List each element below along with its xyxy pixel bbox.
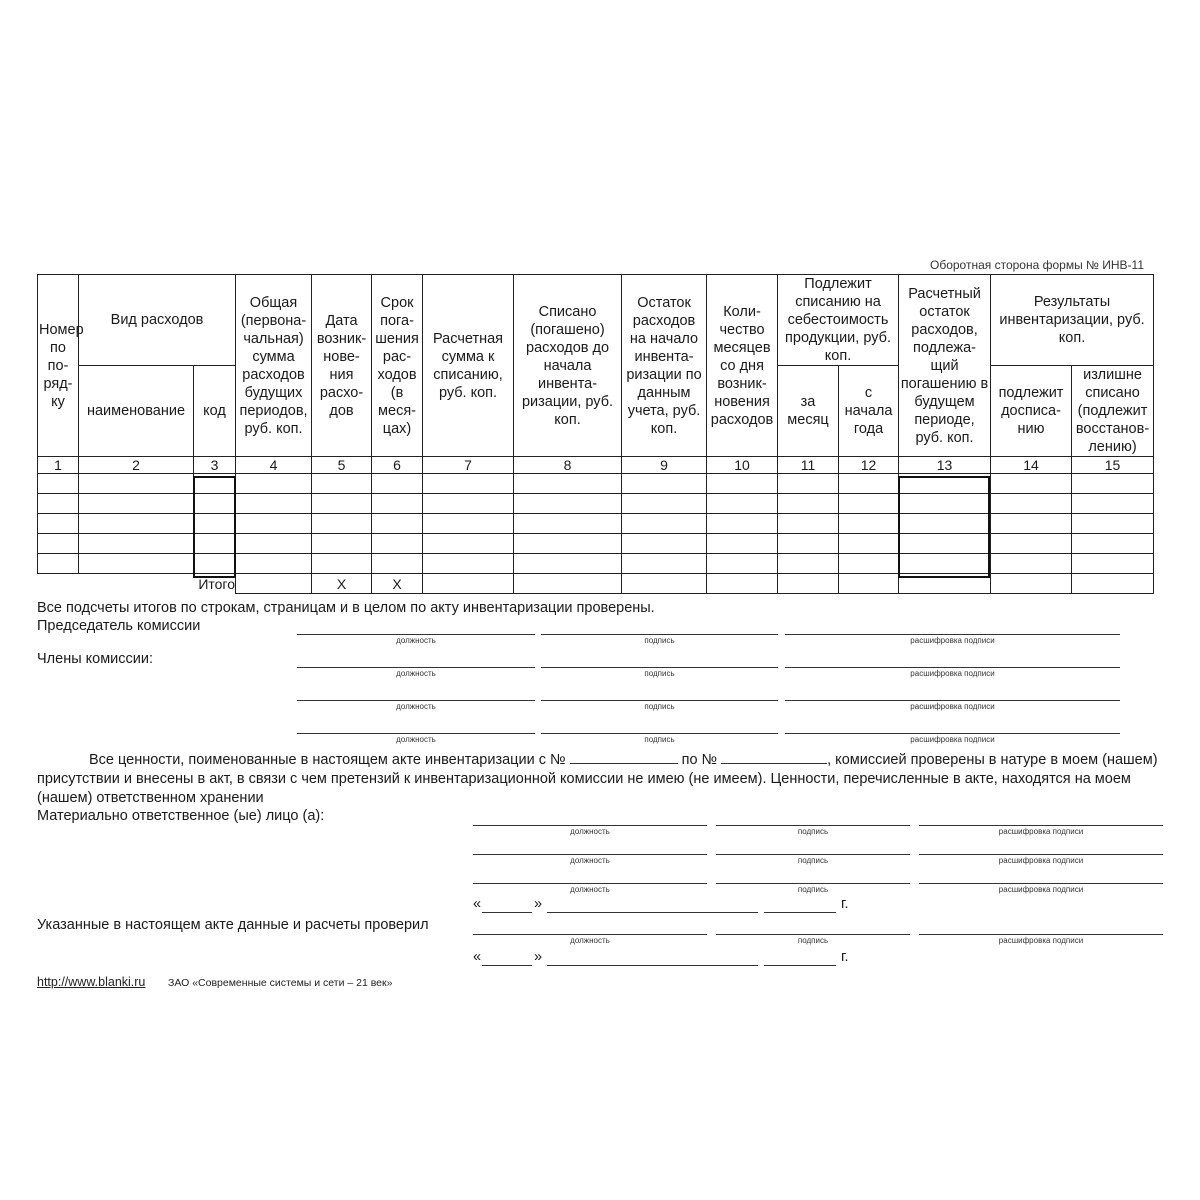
header-zames: за месяц: [778, 366, 839, 457]
header-izl: излишне списано (подлежит восстанов-лению): [1072, 366, 1154, 457]
date-close-quote: »: [534, 896, 543, 912]
decoding-line[interactable]: [919, 934, 1163, 935]
position-line[interactable]: [297, 733, 535, 734]
paragraph-part1: Все ценности, поименованные в настоящем акте инвентаризации с №: [89, 752, 566, 768]
col-number: 11: [778, 457, 839, 474]
date-day-line[interactable]: [482, 965, 532, 966]
decoding-caption: расшифровка подписи: [910, 702, 995, 711]
date-year-line[interactable]: [764, 912, 836, 913]
decoding-line[interactable]: [785, 634, 1120, 635]
position-caption: должность: [396, 702, 436, 711]
total-x-mark: X: [372, 574, 423, 594]
col-number: 7: [423, 457, 514, 474]
number-from-blank[interactable]: [570, 750, 678, 764]
header-spis: Списано (погашено) расходов до начала инвента-ризации, руб. коп.: [514, 275, 622, 457]
signature-caption: подпись: [644, 636, 675, 645]
form-caption: Оборотная сторона формы № ИНВ-11: [930, 258, 1144, 272]
signature-line[interactable]: [716, 854, 910, 855]
signature-caption: подпись: [797, 936, 829, 945]
decoding-caption: расшифровка подписи: [910, 669, 995, 678]
col-number: 6: [372, 457, 423, 474]
signature-caption: подпись: [644, 735, 675, 744]
position-line[interactable]: [297, 634, 535, 635]
header-srok: Срок пога-шения рас-ходов (в меся-цах): [372, 275, 423, 457]
signature-line[interactable]: [541, 733, 778, 734]
paragraph-part2: по №: [681, 752, 718, 768]
total-label: Итого: [38, 574, 236, 594]
date-month-line[interactable]: [547, 912, 758, 913]
paragraph-part3: , комиссией проверены в натуре в моем (нашем) присутствии и внесены в акт, в связи с чем претензий к инвентаризационной комиссии не имею (не имеем). Ценности, перечисленные в акте, находятся на моем (нашем) ответственном хранении: [37, 752, 1158, 806]
col-number: 5: [312, 457, 372, 474]
position-line[interactable]: [473, 883, 707, 884]
signature-line[interactable]: [716, 883, 910, 884]
decoding-caption: расшифровка подписи: [910, 735, 995, 744]
signature-caption: подпись: [797, 827, 829, 836]
statement-checked: Все подсчеты итогов по строкам, страницам и в целом по акту инвентаризации проверены.: [37, 600, 655, 616]
table-row: [38, 514, 1154, 534]
decoding-caption: расшифровка подписи: [910, 636, 995, 645]
table-row: [38, 474, 1154, 494]
header-snach: с начала года: [839, 366, 899, 457]
date-close-quote: »: [534, 949, 543, 965]
inventory-table: [37, 274, 1154, 594]
date-open-quote: «: [473, 949, 482, 965]
col-number: 2: [79, 457, 194, 474]
date-year-suffix: г.: [841, 896, 849, 912]
header-num: Номер по по-ряд-ку: [38, 275, 79, 457]
position-line[interactable]: [297, 700, 535, 701]
position-line[interactable]: [473, 854, 707, 855]
header-naim: наименование: [79, 366, 194, 457]
signature-line[interactable]: [541, 700, 778, 701]
position-line[interactable]: [473, 934, 707, 935]
header-rost: Расчетный остаток расходов, подлежа-щий погашению в будущем периоде, руб. коп.: [899, 275, 991, 457]
number-to-blank[interactable]: [721, 750, 827, 764]
position-line[interactable]: [297, 667, 535, 668]
col-number: 9: [622, 457, 707, 474]
date-month-line[interactable]: [547, 965, 758, 966]
decoding-line[interactable]: [919, 854, 1163, 855]
col-number: 12: [839, 457, 899, 474]
header-obsh: Общая (первона-чальная) сумма расходов будущих периодов, руб. коп.: [236, 275, 312, 457]
col-number: 10: [707, 457, 778, 474]
position-line[interactable]: [473, 825, 707, 826]
signature-caption: подпись: [797, 856, 829, 865]
signature-caption: подпись: [797, 885, 829, 894]
total-x-mark: X: [312, 574, 372, 594]
decoding-line[interactable]: [785, 667, 1120, 668]
col-number: 3: [194, 457, 236, 474]
position-caption: должность: [570, 885, 610, 894]
signature-caption: подпись: [644, 702, 675, 711]
footer-link[interactable]: http://www.blanki.ru: [37, 975, 146, 989]
position-caption: должность: [570, 827, 610, 836]
verified-label: Указанные в настоящем акте данные и расчеты проверил: [37, 917, 429, 933]
header-vid: Вид расходов: [79, 275, 236, 366]
date-open-quote: «: [473, 896, 482, 912]
signature-line[interactable]: [541, 667, 778, 668]
total-row: [38, 574, 1154, 594]
position-caption: должность: [396, 735, 436, 744]
date-year-suffix: г.: [841, 949, 849, 965]
table-row: [38, 534, 1154, 554]
header-kod: код: [194, 366, 236, 457]
col-number: 15: [1072, 457, 1154, 474]
decoding-caption: расшифровка подписи: [998, 885, 1084, 894]
date-year-line[interactable]: [764, 965, 836, 966]
col-number: 4: [236, 457, 312, 474]
signature-caption: подпись: [644, 669, 675, 678]
decoding-caption: расшифровка подписи: [998, 827, 1084, 836]
decoding-line[interactable]: [919, 825, 1163, 826]
decoding-line[interactable]: [785, 700, 1120, 701]
position-caption: должность: [570, 936, 610, 945]
position-caption: должность: [570, 856, 610, 865]
decoding-line[interactable]: [919, 883, 1163, 884]
header-rasch: Расчетная сумма к списанию, руб. коп.: [423, 275, 514, 457]
position-caption: должность: [396, 669, 436, 678]
decoding-caption: расшифровка подписи: [998, 936, 1084, 945]
col-number: 1: [38, 457, 79, 474]
header-dospis: подлежит досписа-нию: [991, 366, 1072, 457]
date-day-line[interactable]: [482, 912, 532, 913]
chairman-label: Председатель комиссии: [37, 618, 201, 634]
col-number: 8: [514, 457, 622, 474]
header-kol: Коли-чество месяцев со дня возник-новения расходов: [707, 275, 778, 457]
signature-line[interactable]: [716, 934, 910, 935]
position-caption: должность: [396, 636, 436, 645]
table-row: [38, 494, 1154, 514]
responsible-label: Материально ответственное (ые) лицо (а):: [37, 808, 325, 824]
signature-line[interactable]: [541, 634, 778, 635]
header-rez: Результаты инвентаризации, руб. коп.: [991, 275, 1154, 366]
header-data: Дата возник-нове-ния расхо-дов: [312, 275, 372, 457]
members-label: Члены комиссии:: [37, 651, 154, 667]
header-podl: Подлежит списанию на себестоимость продукции, руб. коп.: [778, 275, 899, 366]
signature-line[interactable]: [716, 825, 910, 826]
decoding-caption: расшифровка подписи: [998, 856, 1084, 865]
col-number: 13: [899, 457, 991, 474]
decoding-line[interactable]: [785, 733, 1120, 734]
responsibility-paragraph: [37, 750, 1162, 808]
table-row: [38, 554, 1154, 574]
header-ost: Остаток расходов на начало инвента-ризации по данным учета, руб. коп.: [622, 275, 707, 457]
footer-company: ЗАО «Современные системы и сети – 21 век»: [168, 977, 393, 989]
col-number: 14: [991, 457, 1072, 474]
